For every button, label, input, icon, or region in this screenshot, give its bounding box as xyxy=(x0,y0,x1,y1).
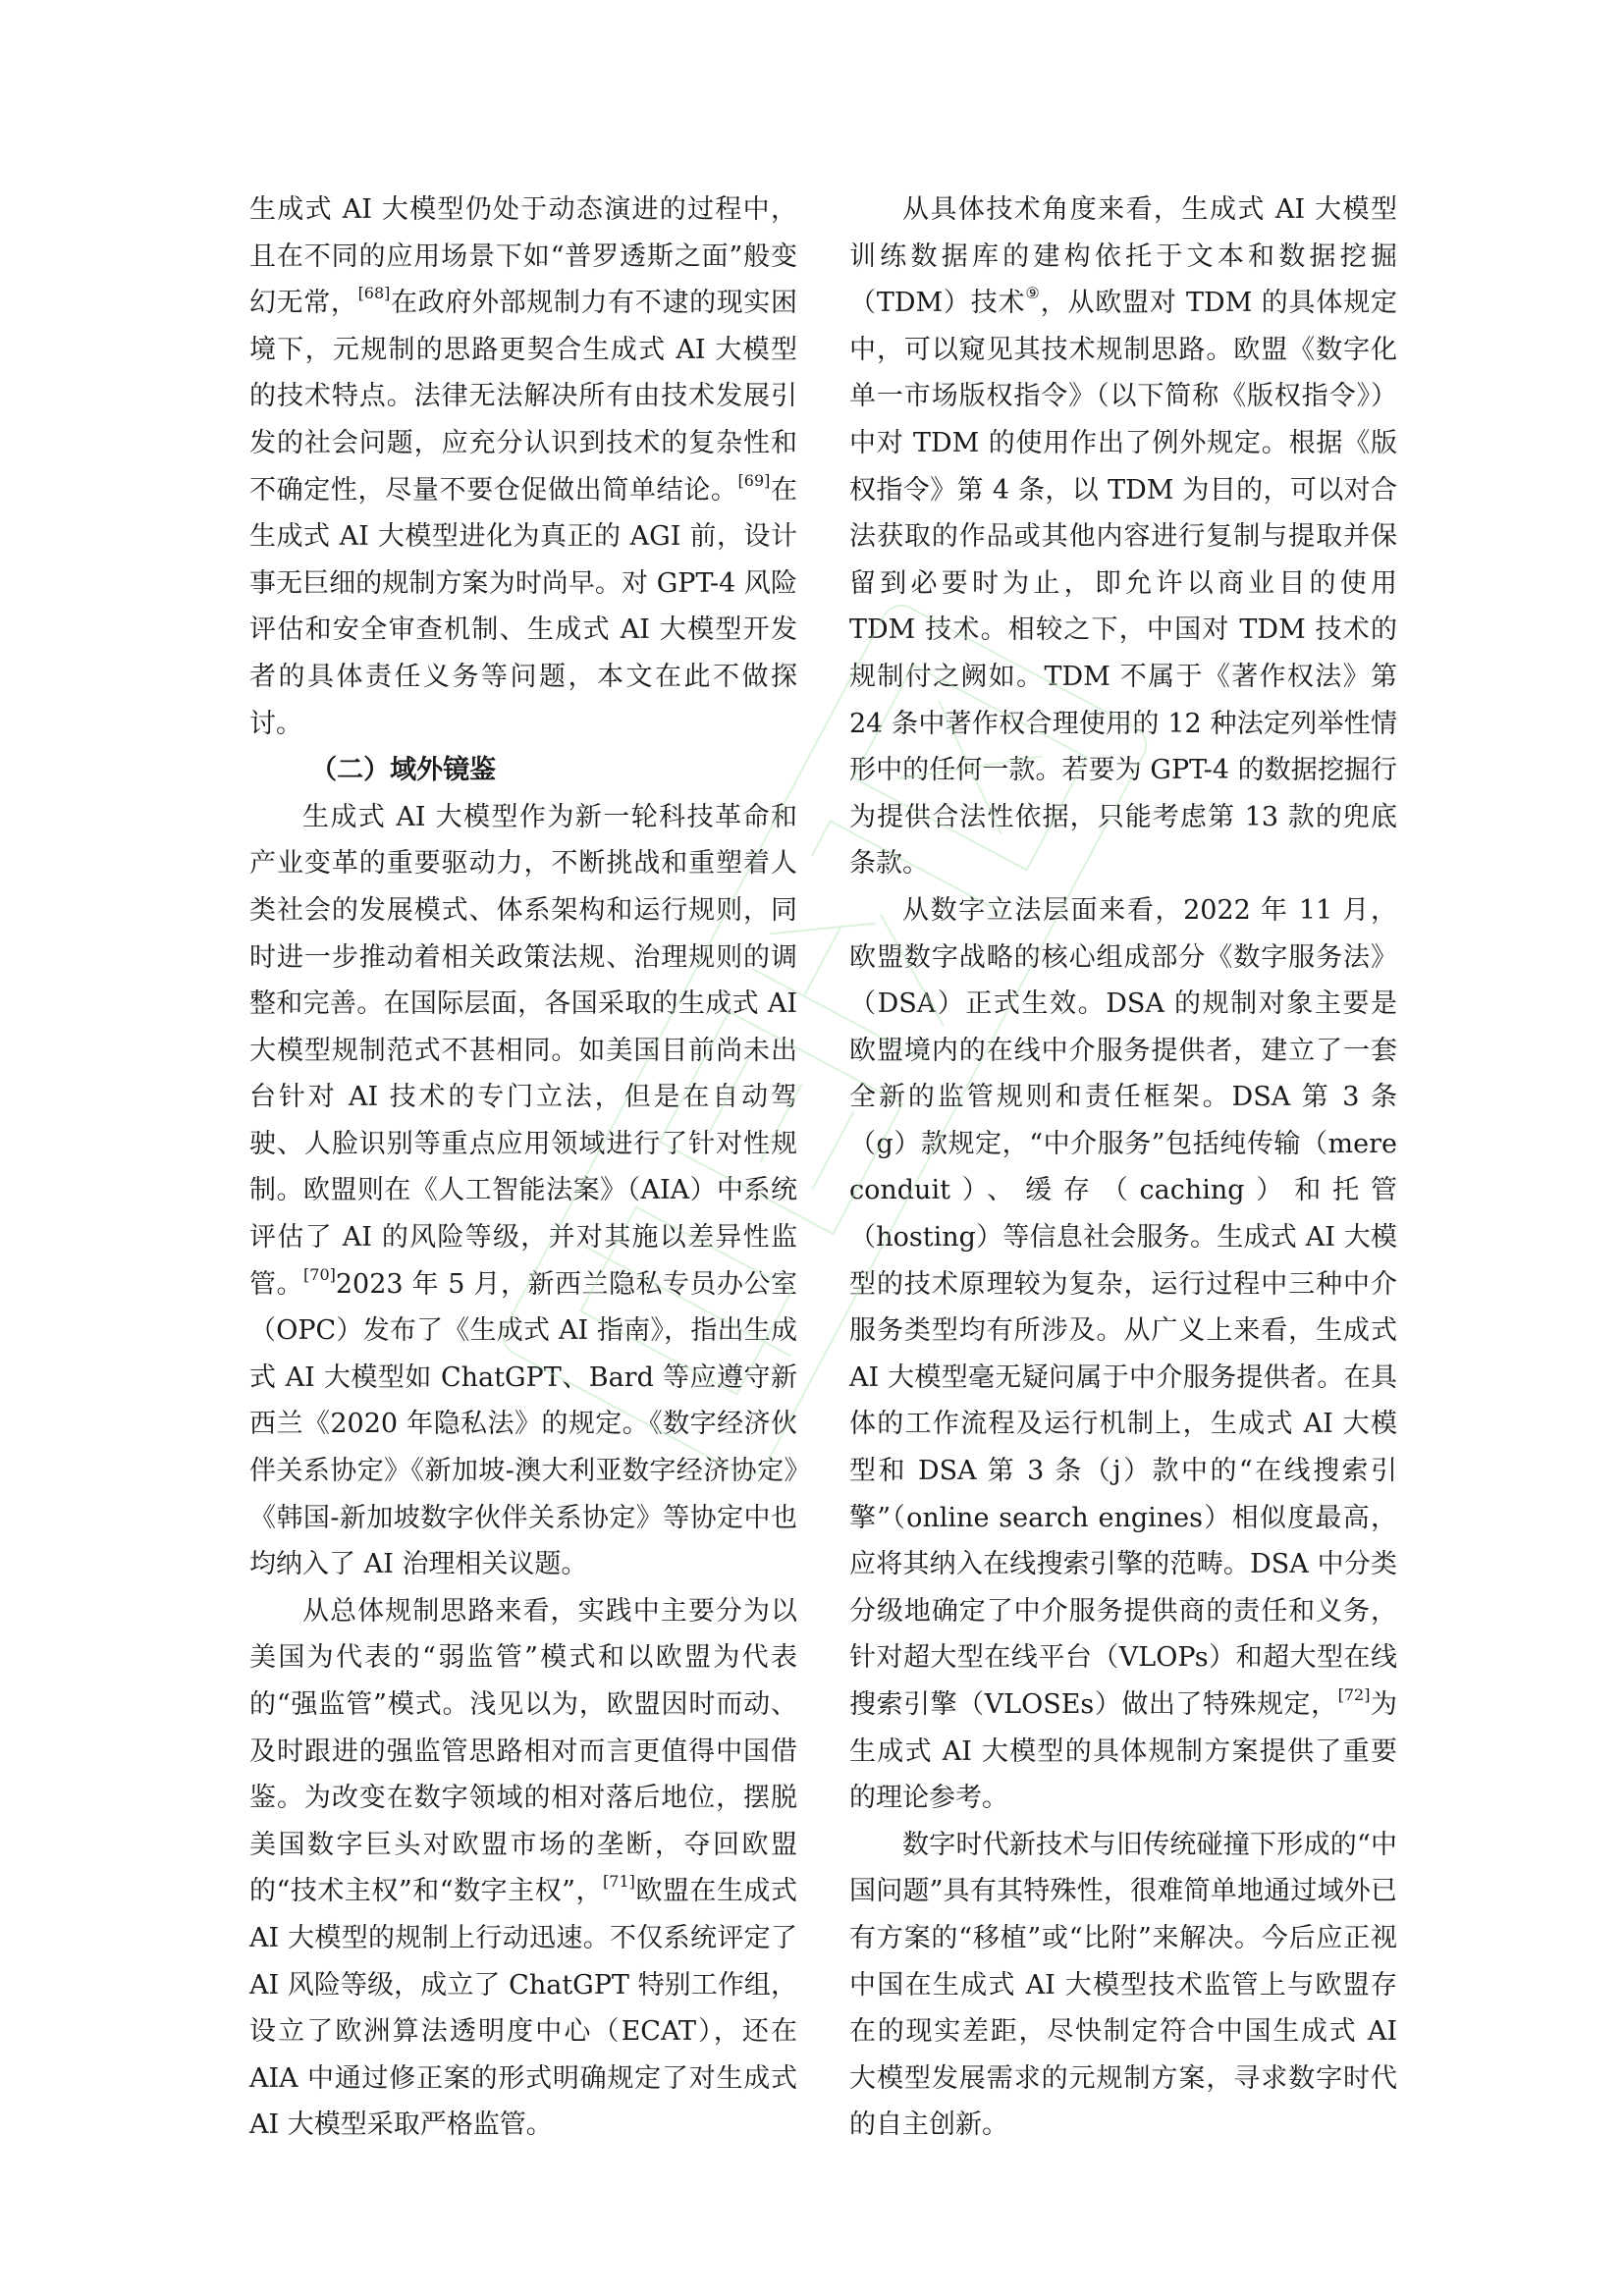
citation-ref: [68] xyxy=(357,284,391,303)
paragraph: 从数字立法层面来看，2022 年 11 月，欧盟数字战略的核心组成部分《数字服务法》（DSA）正式生效。DSA 的规制对象主要是欧盟境内的在线中介服务提供者，建立了一套全新的监管规则和责任框架。DSA 第 3 条（g）款规定，“中介服务”包括纯传输（mere conduit）、缓存（caching）和托管（hosting）等信息社会服务。生成式 AI 大模型的技术原理较为复杂，运行过程中三种中介服务类型均有所涉及。从广义上来看，生成式 AI 大模型毫无疑问属于中介服务提供者。在具体的工作流程及运行机制上，生成式 AI 大模型和 DSA 第 3 条（j）款中的“在线搜索引擎”（online search engines）相似度最高，应将其纳入在线搜索引擎的范畴。DSA 中分类分级地确定了中介服务提供商的责任和义务，针对超大型在线平台（VLOPs）和超大型在线搜索引擎（VLOSEs）做出了特殊规定，[72]为生成式 AI 大模型的具体规制方案提供了重要的理论参考。 xyxy=(849,894,1398,1814)
paragraph: 生成式 AI 大模型作为新一轮科技革命和产业变革的重要驱动力，不断挑战和重塑着人类社会的发展模式、体系架构和运行规则，同时进一步推动着相关政策法规、治理规则的调整和完善。在国际层面，各国采取的生成式 AI 大模型规制范式不甚相同。如美国目前尚未出台针对 AI 技术的专门立法，但是在自动驾驶、人脸识别等重点应用领域进行了针对性规制。欧盟则在《人工智能法案》（AIA）中系统评估了 AI 的风险等级，并对其施以差异性监管。[70]2023 年 5 月，新西兰隐私专员办公室（OPC）发布了《生成式 AI 指南》，指出生成式 AI 大模型如 ChatGPT、Bard 等应遵守新西兰《2020 年隐私法》的规定。《数字经济伙伴关系协定》《新加坡-澳大利亚数字经济协定》《韩国-新加坡数字伙伴关系协定》等协定中也均纳入了 AI 治理相关议题。 xyxy=(249,801,798,1580)
paragraph: 数字时代新技术与旧传统碰撞下形成的“中国问题”具有其特殊性，很难简单地通过域外已有方案的“移植”或“比附”来解决。今后应正视中国在生成式 AI 大模型技术监管上与欧盟存在的现实差距，尽快制定符合中国生成式 AI 大模型发展需求的元规制方案，寻求数字时代的自主创新。 xyxy=(849,1829,1397,2141)
citation-ref: [72] xyxy=(1337,1685,1371,1705)
citation-ref: [69] xyxy=(737,470,771,490)
paragraph: 生成式 AI 大模型仍处于动态演进的过程中，且在不同的应用场景下如“普罗透斯之面”般变幻无常，[68]在政府外部规制力有不逮的现实困境下，元规制的思路更契合生成式 AI 大模型的技术特点。法律无法解决所有由技术发展引发的社会问题，应充分认识到技术的复杂性和不确定性，尽量不要仓促做出简单结论。[69]在生成式 AI 大模型进化为真正的 AGI 前，设计事无巨细的规制方案为时尚早。对 GPT-4 风险评估和安全审查机制、生成式 AI 大模型开发者的具体责任义务等问题，本文在此不做探讨。 xyxy=(249,194,798,739)
paragraph: 从总体规制思路来看，实践中主要分为以美国为代表的“弱监管”模式和以欧盟为代表的“强监管”模式。浅见以为，欧盟因时而动、及时跟进的强监管思路相对而言更值得中国借鉴。为改变在数字领域的相对落后地位，摆脱美国数字巨头对欧盟市场的垄断，夺回欧盟的“技术主权”和“数字主权”，[71]欧盟在生成式 AI 大模型的规制上行动迅速。不仅系统评定了 AI 风险等级，成立了 ChatGPT 特别工作组，设立了欧洲算法透明度中心（ECAT），还在 AIA 中通过修正案的形式明确规定了对生成式 AI 大模型采取严格监管。 xyxy=(249,1595,797,2141)
right-column xyxy=(849,187,1397,2149)
paragraph: 从具体技术角度来看，生成式 AI 大模型训练数据库的建构依托于文本和数据挖掘（TDM）技术⑨，从欧盟对 TDM 的具体规定中，可以窥见其技术规制思路。欧盟《数字化单一市场版权指令》（以下简称《版权指令》）中对 TDM 的使用作出了例外规定。根据《版权指令》第 4 条，以 TDM 为目的，可以对合法获取的作品或其他内容进行复制与提取并保留到必要时为止，即允许以商业目的使用 TDM 技术。相较之下，中国对 TDM 技术的规制付之阙如。TDM 不属于《著作权法》第 24 条中著作权合理使用的 12 种法定列举性情形中的任何一款。若要为 GPT-4 的数据挖掘行为提供合法性依据，只能考虑第 13 款的兜底条款。 xyxy=(849,194,1398,880)
footnote-marker: ⑨ xyxy=(1025,284,1041,303)
citation-ref: [71] xyxy=(603,1872,635,1892)
citation-ref: [70] xyxy=(303,1264,336,1284)
left-column xyxy=(249,187,797,2149)
section-heading: （二）域外镜鉴 xyxy=(310,755,497,786)
